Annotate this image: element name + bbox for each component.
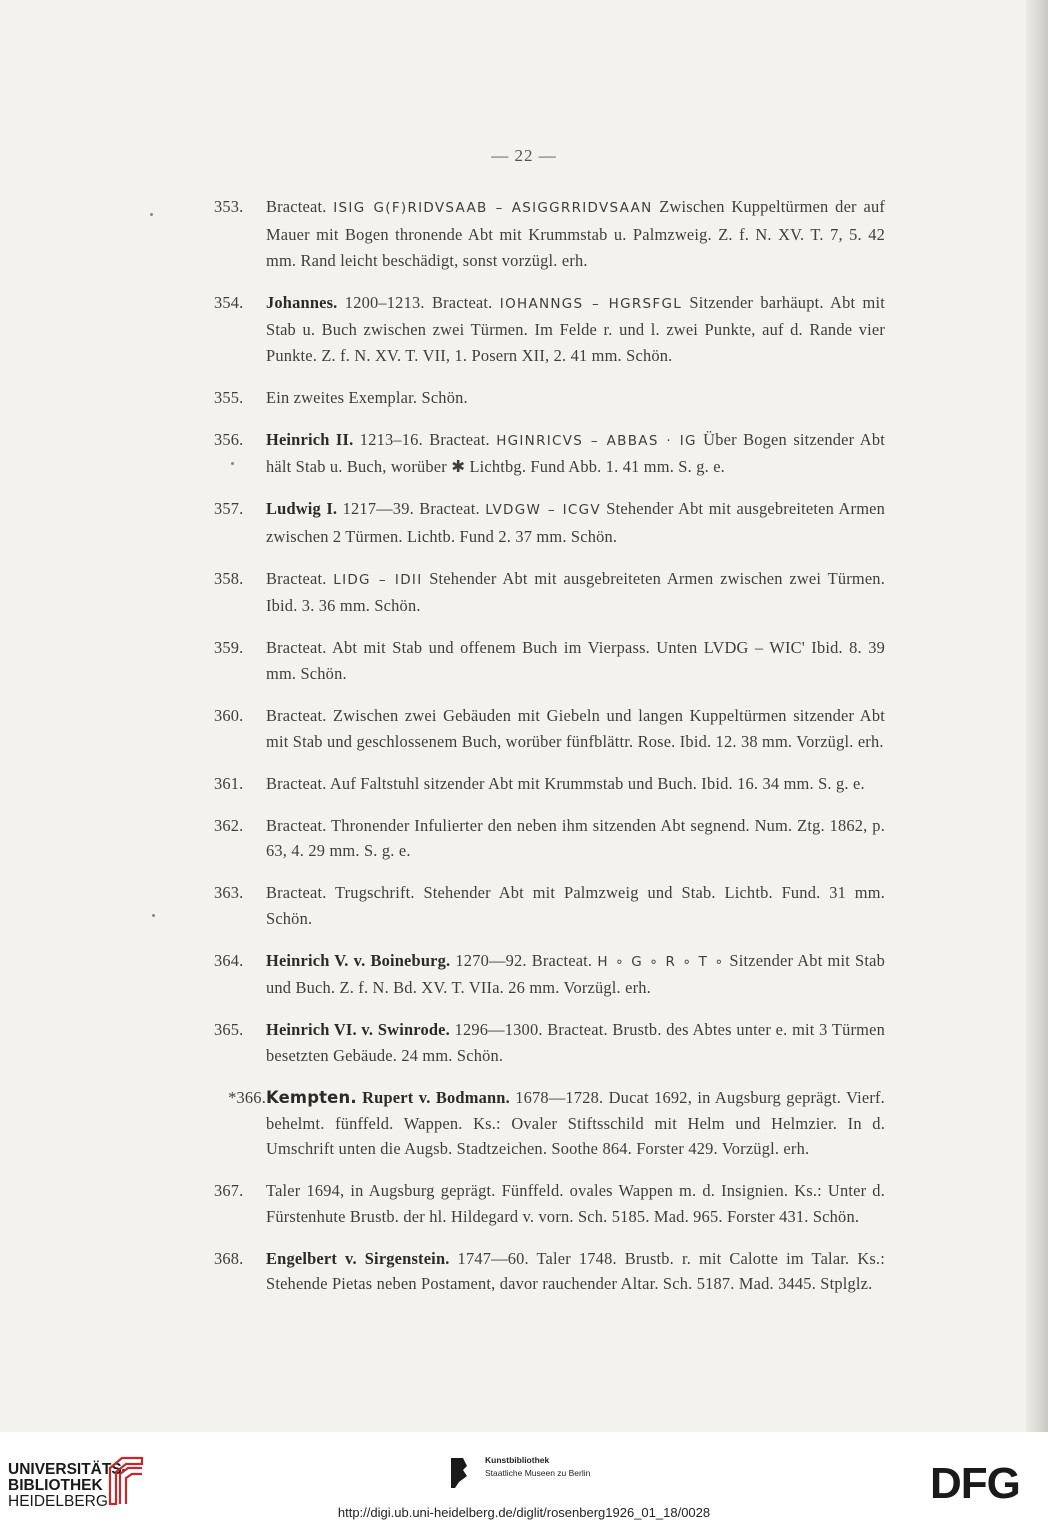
entry-number: 365. xyxy=(214,1020,244,1040)
entry-number: 362. xyxy=(214,815,244,835)
entry-heading: Heinrich V. v. Boineburg. xyxy=(266,950,451,970)
coin-legend: ISIG G(F)RIDVSAAB – ASIGGRRIDVSAAN xyxy=(333,200,653,217)
ub-heidelberg-logo-icon xyxy=(106,1454,146,1506)
entry-number: 367. xyxy=(214,1181,244,1201)
catalogue-entry xyxy=(195,290,885,369)
entry-text: Bracteat. Trugschrift. Stehender Abt mit Palmzweig und Stab. Lichtb. Fund. 31 mm. Schön. xyxy=(266,883,885,928)
catalogue-entry xyxy=(195,1178,885,1229)
kb-line-1: Kunstbibliothek xyxy=(485,1455,550,1465)
catalogue-entry xyxy=(195,880,885,931)
entry-number: 355. xyxy=(214,387,244,407)
entry-number: 363. xyxy=(214,883,244,903)
coin-legend: LIDG – IDII xyxy=(333,571,423,588)
entry-heading: Johannes. xyxy=(266,292,338,312)
entry-number: 368. xyxy=(214,1248,244,1268)
dfg-logo xyxy=(930,1460,1036,1502)
entry-heading: Heinrich VI. v. Swinrode. xyxy=(266,1020,450,1040)
entry-text: Bracteat. Abt mit Stab und offenem Buch im Vierpass. Unten LVDG – WIC' Ibid. 8. 39 mm. Schön. xyxy=(266,638,885,684)
catalogue-entry xyxy=(195,194,885,273)
ub-line-3: HEIDELBERG xyxy=(8,1493,108,1510)
entry-text: 1678—1728. Ducat 1692, in Augsburg geprägt. Vierf. behelmt. fünffeld. Wappen. Ks.: Ovaler Stiftsschild mit Helm und Helmzier. In d. Umschrift unten die Augsb. Stadtzeichen. Soothe 864. Forster 429. Vorzügl. erh. xyxy=(266,1087,885,1159)
entry-text: Bracteat. xyxy=(266,568,334,588)
entry-heading: Kempten. xyxy=(266,1087,357,1107)
kb-line-2: Staatliche Museen zu Berlin xyxy=(485,1468,591,1478)
kunstbibliothek-text xyxy=(485,1454,590,1480)
catalogue-entry xyxy=(195,1085,885,1162)
catalogue-entry xyxy=(195,813,885,864)
dfg-logo-text: DFG xyxy=(930,1460,1020,1502)
entry-text: Ein zweites Exemplar. Schön. xyxy=(266,387,468,407)
entry-text: Bracteat. Auf Faltstuhl sitzender Abt mit Krummstab und Buch. Ibid. 16. 34 mm. S. g. e. xyxy=(266,773,865,793)
entry-number: 354. xyxy=(214,292,244,312)
coin-legend: IOHANNGS – HGRSFGL xyxy=(499,295,683,312)
catalogue-entry xyxy=(195,703,885,754)
entry-number: 356. xyxy=(214,429,244,449)
entry-text: Taler 1694, in Augsburg geprägt. Fünffeld. ovales Wappen m. d. Insignien. Ks.: Unter d. Fürstenhute Brustb. der hl. Hildegard v. vorn. Sch. 5185. Mad. 965. Forster 431. Schön. xyxy=(266,1181,885,1226)
entry-text: 1200–1213. Bracteat. xyxy=(337,292,500,312)
entry-text: Zwischen Kuppeltürmen der auf Mauer mit Bogen thronende Abt mit Krummstab u. Palmzweig. Z. f. N. XV. T. 7, 5. 42 mm. Rand leicht beschädigt, sonst vorzügl. erh. xyxy=(266,197,885,270)
kunstbibliothek-eagle-icon xyxy=(445,1452,473,1492)
catalogue-entry xyxy=(195,566,885,619)
entry-heading: Engelbert v. Sirgenstein. xyxy=(266,1248,450,1268)
catalogue-entry xyxy=(195,948,885,1001)
catalogue-entry xyxy=(195,635,885,686)
entry-number: 353. xyxy=(214,197,244,217)
entry-text: Sitzender barhäupt. Abt mit Stab u. Buch zwischen zwei Türmen. Im Felde r. und l. zwei Punkte, auf d. Rande vier Punkte. Z. f. N. XV. T. VII, 1. Posern XII, 2. 41 mm. Schön. xyxy=(266,292,886,365)
coin-legend: H ∘ G ∘ R ∘ T ∘ xyxy=(597,953,725,970)
margin-dot xyxy=(150,213,153,216)
entry-heading: Heinrich II. xyxy=(266,429,354,449)
entry-text: 1213–16. Bracteat. xyxy=(353,429,497,449)
catalogue-entry xyxy=(195,771,885,797)
entry-number: 360. xyxy=(214,706,244,726)
margin-dot xyxy=(231,462,234,465)
entry-number: 361. xyxy=(214,773,244,793)
ub-line-1: UNIVERSITÄTS- xyxy=(8,1461,127,1478)
coin-legend: HGINRICVS – ABBAS · IG xyxy=(496,432,697,449)
entry-text: Stehender Abt mit ausgebreiteten Armen zwischen zwei Türmen. Ibid. 3. 36 mm. Schön. xyxy=(266,568,885,616)
entry-text: Bracteat. Thronender Infulierter den neben ihm sitzenden Abt segnend. Num. Ztg. 1862, p. 63, 4. 29 mm. S. g. e. xyxy=(266,815,885,861)
entry-text: 1217—39. Bracteat. xyxy=(337,499,486,519)
catalogue-entry xyxy=(195,385,885,411)
catalogue-entry xyxy=(195,1246,885,1297)
ub-line-2: BIBLIOTHEK xyxy=(8,1477,103,1494)
entry-heading: Ludwig I. xyxy=(266,499,338,519)
entry-number: 359. xyxy=(214,638,244,658)
entry-text: Stehender Abt mit ausgebreiteten Armen zwischen 2 Türmen. Lichtb. Fund 2. 37 mm. Schön. xyxy=(266,499,886,546)
entry-text: 1296—1300. Bracteat. Brustb. des Abtes unter e. mit 3 Türmen besetzten Gebäude. 24 mm. Schön. xyxy=(266,1020,885,1065)
page-number: — 22 — xyxy=(491,146,557,165)
catalogue-entry xyxy=(195,496,885,549)
entry-number: *366. xyxy=(228,1087,266,1107)
entry-text: Sitzender Abt mit Stab und Buch. Z. f. N. Bd. XV. T. VIIa. 26 mm. Vorzügl. erh. xyxy=(266,950,885,998)
entry-text: Bracteat. xyxy=(266,197,334,217)
entry-text: Bracteat. Zwischen zwei Gebäuden mit Giebeln und langen Kuppeltürmen sitzender Abt mit Stab und geschlossenem Buch, worüber fünfblättr. Rose. Ibid. 12. 38 mm. Vorzügl. erh. xyxy=(266,706,885,751)
coin-legend: LVDGW – ICGV xyxy=(485,502,601,519)
entry-number: 358. xyxy=(214,568,244,588)
page-edge-shadow xyxy=(1026,0,1048,1432)
entry-number: 357. xyxy=(214,499,244,519)
entry-heading: Rupert v. Bodmann. xyxy=(362,1087,510,1107)
entry-text: 1270—92. Bracteat. xyxy=(450,950,598,970)
entry-number: 364. xyxy=(214,950,244,970)
margin-dot xyxy=(152,914,155,917)
entry-text: Über Bogen sitzender Abt hält Stab u. Buch, worüber ✱ Lichtbg. Fund Abb. 1. 41 mm. S. g. e. xyxy=(266,429,885,477)
catalogue-entry xyxy=(195,427,885,480)
catalogue-entries xyxy=(195,178,885,1310)
catalogue-entry xyxy=(195,1017,885,1068)
entry-text: 1747—60. Taler 1748. Brustb. r. mit Calotte im Talar. Ks.: Stehende Pietas neben Postament, davor rauchender Altar. Sch. 5187. Mad. 3445. Stplglz. xyxy=(266,1248,885,1294)
source-url-link[interactable]: http://digi.ub.uni-heidelberg.de/diglit/rosenberg1926_01_18/0028 xyxy=(337,1505,711,1520)
